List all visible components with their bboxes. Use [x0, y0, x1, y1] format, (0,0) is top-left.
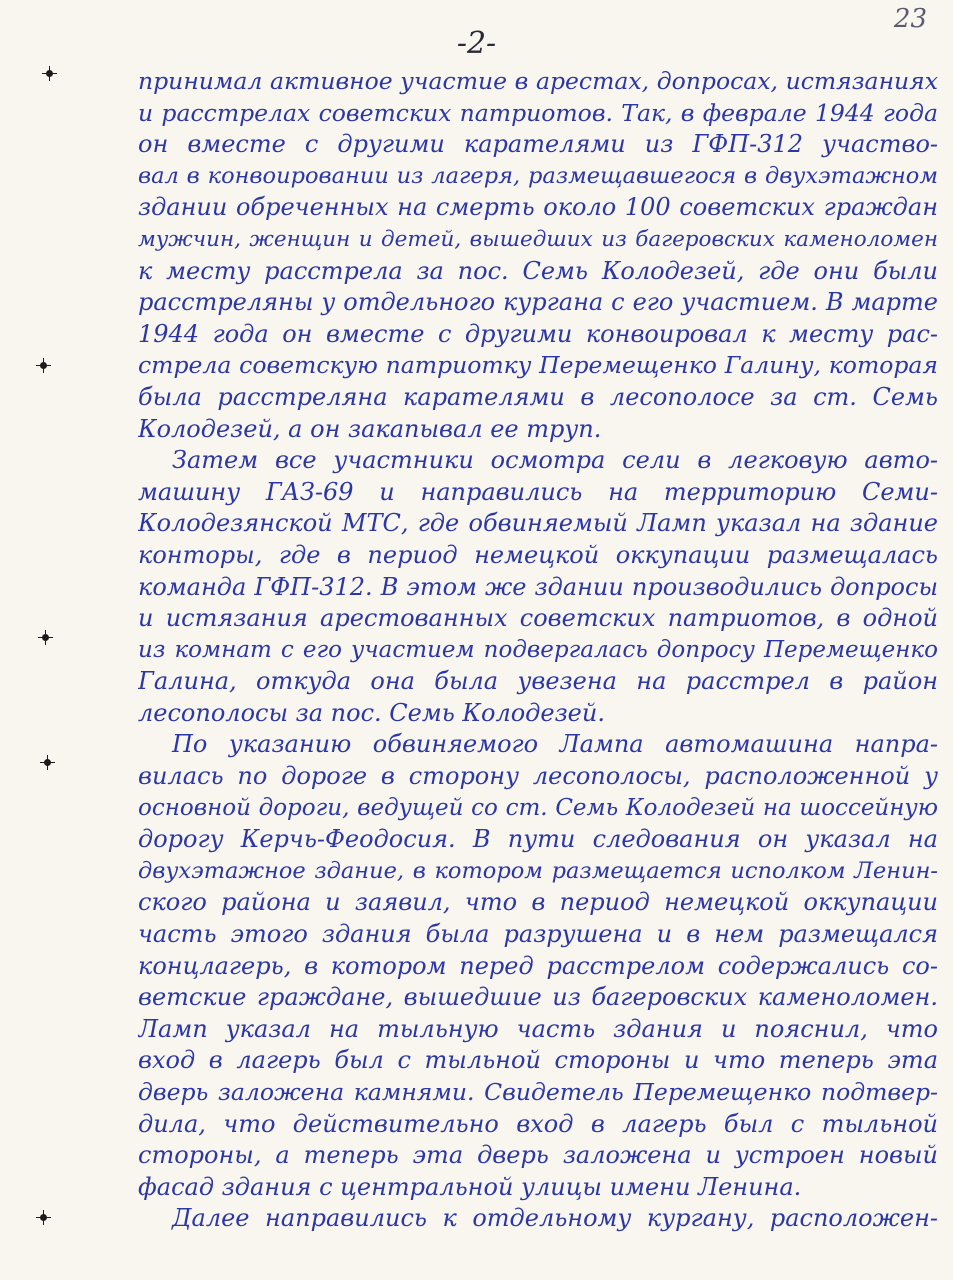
text-line: Колодезянской МТС, где обвиняемый Ламп указал на здание [138, 509, 938, 538]
text-line: концлагерь, в котором перед расстрелом содержались со- [138, 951, 938, 980]
paragraph-start-line: Затем все участники осмотра сели в легковую авто- [172, 446, 938, 475]
text-line: мужчин, женщин и детей, вышедших из багеровских каменоломен [138, 226, 938, 252]
text-line: стрела советскую патриотку Перемещенко Галину, которая [138, 351, 938, 380]
text-line: ветские граждане, вышедшие из багеровских каменоломен. [138, 983, 938, 1012]
text-line: он вместе с другими карателями из ГФП-312 участво- [138, 130, 938, 159]
text-line: дверь заложена камнями. Свидетель Перемещенко подтвер- [138, 1078, 938, 1106]
text-line: здании обреченных на смерть около 100 советских граждан [138, 193, 938, 222]
text-line: стороны, а теперь эта дверь заложена и устроен новый [138, 1141, 938, 1170]
text-line: машину ГАЗ-69 и направились на территорию Семи- [138, 477, 938, 506]
binding-hole-mark [44, 759, 51, 766]
text-line: конторы, где в период немецкой оккупации размещалась [138, 540, 938, 569]
binding-hole-mark [40, 1214, 47, 1221]
binding-hole-mark [42, 634, 49, 641]
text-line: ского района и заявил, что в период немецкой оккупации [138, 888, 938, 917]
text-line: часть этого здания была разрушена и в нем размещался [138, 920, 938, 949]
archive-page-number: 23 [893, 4, 927, 34]
text-line: основной дороги, ведущей со ст. Семь Колодезей на шоссейную [138, 794, 938, 821]
text-line: дила, что действительно вход в лагерь был с тыльной [138, 1109, 938, 1138]
paragraph-start-line: По указанию обвиняемого Лампа автомашина напра- [172, 730, 938, 759]
text-line: лесополосы за пос. Семь Колодезей. [138, 698, 605, 727]
text-line: вилась по дороге в сторону лесополосы, расположенной у [138, 762, 938, 791]
text-line: вал в конвоировании из лагеря, размещавшегося в двухэтажном [138, 162, 938, 189]
binding-hole-mark [40, 362, 47, 369]
text-line: расстреляны у отдельного кургана с его участием. В марте [138, 288, 938, 317]
text-line: Колодезей, а он закапывал ее труп. [138, 414, 602, 443]
text-line: фасад здания с центральной улицы имени Ленина. [138, 1172, 802, 1201]
text-line: была расстреляна карателями в лесополосе за ст. Семь [138, 382, 938, 411]
binding-hole-mark [46, 70, 53, 77]
paragraph-start-line: Далее направились к отдельному кургану, расположен- [172, 1204, 938, 1233]
text-line: двухэтажное здание, в котором размещается исполком Ленин- [138, 857, 938, 884]
page-number: -2- [456, 26, 497, 61]
text-line: команда ГФП-312. В этом же здании производились допросы [138, 572, 938, 601]
text-line: вход в лагерь был с тыльной стороны и что теперь эта [138, 1046, 938, 1075]
text-line: принимал активное участие в арестах, допросах, истязаниях [138, 67, 938, 95]
text-line: Ламп указал на тыльную часть здания и пояснил, что [138, 1014, 938, 1043]
text-line: к месту расстрела за пос. Семь Колодезей, где они были [138, 256, 938, 285]
handwritten-body [138, 66, 938, 1235]
text-line: дорогу Керчь-Феодосия. В пути следования он указал на [138, 825, 938, 854]
text-line: 1944 года он вместе с другими конвоировал к месту рас- [138, 319, 938, 348]
text-line: из комнат с его участием подвергалась допросу Перемещенко [138, 636, 938, 663]
text-line: и истязания арестованных советских патриотов, в одной [138, 604, 938, 633]
text-line: и расстрелах советских патриотов. Так, в феврале 1944 года [138, 98, 938, 127]
text-line: Галина, откуда она была увезена на расстрел в район [138, 667, 938, 696]
